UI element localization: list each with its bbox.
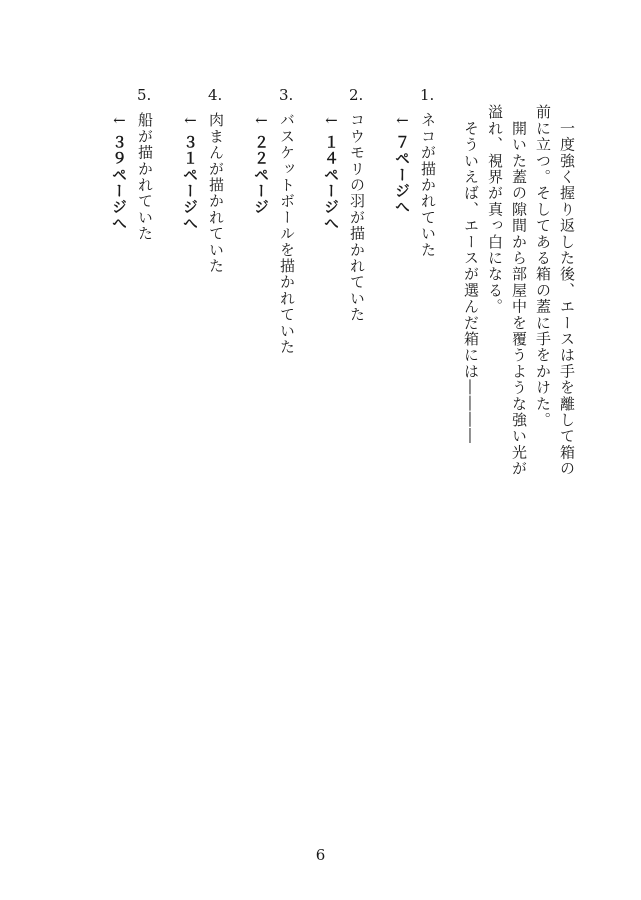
choice-1-dest-label: ７ページへ xyxy=(393,134,411,216)
choice-2-destination[interactable] xyxy=(321,114,342,231)
choice-5-destination[interactable] xyxy=(109,114,130,231)
narrative-line-1: 一度強く握り返した後、エースは手を離して箱の xyxy=(558,104,576,477)
choice-3-dest-label: ２２ページ xyxy=(252,134,270,216)
choice-1-number: 1. xyxy=(420,86,435,104)
arrow-down-icon: ↓ xyxy=(393,114,411,128)
choice-3-destination[interactable] xyxy=(251,114,272,215)
choice-5-dest-label: ３９ページへ xyxy=(110,134,128,232)
choice-4-dest-label: ３１ページへ xyxy=(181,134,199,232)
choice-1-text: ネコが描かれていた xyxy=(419,112,437,258)
arrow-down-icon: ↓ xyxy=(322,114,340,128)
arrow-down-icon: ↓ xyxy=(252,114,270,128)
arrow-down-icon: ↓ xyxy=(110,114,128,128)
narrative-line-4: 溢れ、視界が真っ白になる。 xyxy=(486,104,504,315)
arrow-down-icon: ↓ xyxy=(181,114,199,128)
narrative-line-3: 開いた蓋の隙間から部屋中を覆うような強い光が xyxy=(510,104,528,477)
choice-1-destination[interactable] xyxy=(392,114,413,215)
choice-2-text: コウモリの羽が描かれていた xyxy=(348,112,366,323)
choice-5-text: 船が描かれていた xyxy=(136,112,154,242)
choice-4-number: 4. xyxy=(208,86,223,104)
choice-4-text: 肉まんが描かれていた xyxy=(207,112,225,274)
narrative-line-2: 前に立つ。そしてある箱の蓋に手をかけた。 xyxy=(534,104,552,428)
choice-3-text: バスケットボールを描かれていた xyxy=(278,112,296,355)
choice-5-number: 5. xyxy=(137,86,152,104)
choice-4-destination[interactable] xyxy=(180,114,201,231)
page-number: 6 xyxy=(315,846,326,864)
choice-2-number: 2. xyxy=(349,86,364,104)
choice-3-number: 3. xyxy=(279,86,294,104)
narrative-line-5: そういえば、エースが選んだ箱には―――― xyxy=(462,104,480,445)
choice-2-dest-label: １４ページへ xyxy=(322,134,340,232)
